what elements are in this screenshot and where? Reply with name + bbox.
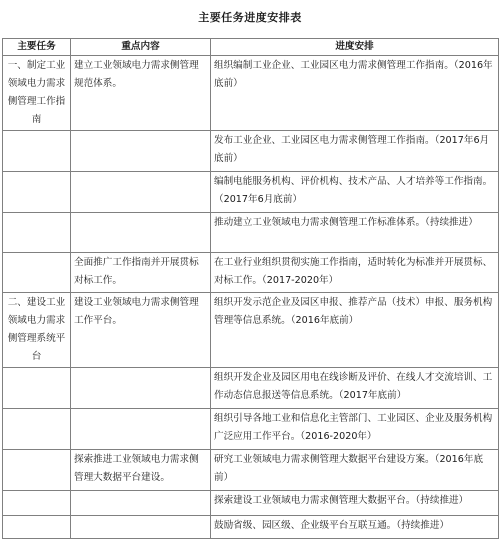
- table-row: [3, 213, 499, 253]
- task-cell: [3, 253, 71, 293]
- table-row: [3, 172, 499, 213]
- header-focus: 重点内容: [71, 39, 211, 56]
- schedule-cell: 组织开发示范企业及园区申报、推荐产品（技术）申报、服务机构管理等信息系统。（2016年底前）: [211, 293, 499, 368]
- header-schedule: 进度安排: [211, 39, 499, 56]
- table-row: [3, 56, 499, 131]
- task-cell: [3, 450, 71, 491]
- schedule-table: [2, 38, 499, 539]
- schedule-cell: 在工业行业组织贯彻实施工作指南，适时转化为标准并开展贯标、对标工作。（2017-2020年）: [211, 253, 499, 293]
- focus-cell: 建设工业领域电力需求侧管理工作平台。: [71, 293, 211, 368]
- focus-cell: [71, 172, 211, 213]
- focus-cell: [71, 131, 211, 172]
- focus-cell: [71, 213, 211, 253]
- task-cell: 一、制定工业领域电力需求侧管理工作指南: [3, 56, 71, 131]
- table-row: [3, 450, 499, 491]
- task-cell: [3, 213, 71, 253]
- focus-cell: [71, 491, 211, 516]
- task-cell: [3, 516, 71, 539]
- focus-cell: [71, 409, 211, 450]
- task-cell: [3, 491, 71, 516]
- table-row: [3, 253, 499, 293]
- table-row: [3, 516, 499, 539]
- table-row: [3, 131, 499, 172]
- focus-cell: 探索推进工业领域电力需求侧管理大数据平台建设。: [71, 450, 211, 491]
- schedule-cell: 探索建设工业领域电力需求侧管理大数据平台。（持续推进）: [211, 491, 499, 516]
- focus-cell: [71, 368, 211, 409]
- schedule-cell: 组织引导各地工业和信息化主管部门、工业园区、企业及服务机构广泛应用工作平台。（2016-2020年）: [211, 409, 499, 450]
- schedule-cell: 编制电能服务机构、评价机构、技术产品、人才培养等工作指南。（2017年6月底前）: [211, 172, 499, 213]
- table-row: [3, 293, 499, 368]
- task-cell: 二、建设工业领域电力需求侧管理系统平台: [3, 293, 71, 368]
- table-title: 主要任务进度安排表: [198, 11, 302, 24]
- header-task: 主要任务: [3, 39, 71, 56]
- schedule-cell: 推动建立工业领域电力需求侧管理工作标准体系。（持续推进）: [211, 213, 499, 253]
- focus-cell: [71, 516, 211, 539]
- task-cell: [3, 172, 71, 213]
- table-row: [3, 409, 499, 450]
- schedule-cell: 鼓励省级、园区级、企业级平台互联互通。（持续推进）: [211, 516, 499, 539]
- schedule-cell: 研究工业领域电力需求侧管理大数据平台建设方案。（2016年底前）: [211, 450, 499, 491]
- task-cell: [3, 409, 71, 450]
- table-row: [3, 368, 499, 409]
- focus-cell: 全面推广工作指南并开展贯标对标工作。: [71, 253, 211, 293]
- header-row: [3, 39, 499, 56]
- schedule-cell: 组织编制工业企业、工业园区电力需求侧管理工作指南。（2016年底前）: [211, 56, 499, 131]
- table-row: [3, 491, 499, 516]
- schedule-cell: 组织开发企业及园区用电在线诊断及评价、在线人才交流培训、工作动态信息报送等信息系统。（2017年底前）: [211, 368, 499, 409]
- task-cell: [3, 368, 71, 409]
- schedule-cell: 发布工业企业、工业园区电力需求侧管理工作指南。（2017年6月底前）: [211, 131, 499, 172]
- task-cell: [3, 131, 71, 172]
- focus-cell: 建立工业领域电力需求侧管理规范体系。: [71, 56, 211, 131]
